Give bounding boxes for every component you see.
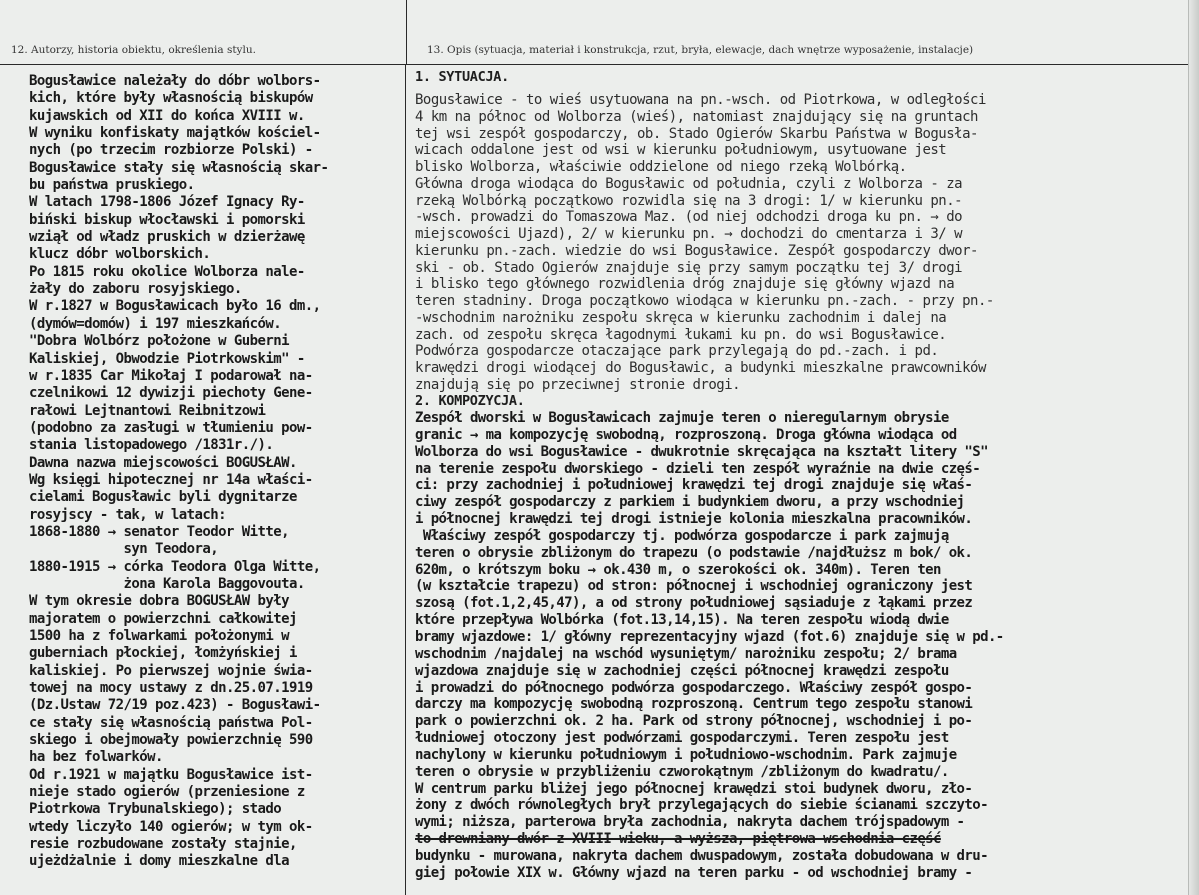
text-line: i prowadzi do północnego podwórza gospodarczego. Właściwy zespół gospo- <box>415 679 973 696</box>
text-line: towej na mocy ustawy z dn.25.07.1919 <box>29 680 313 697</box>
paper-edge <box>1188 0 1199 895</box>
text-line: cielami Bogusławic byli dygnitarze <box>29 489 297 506</box>
text-line: W tym okresie dobra BOGUSŁAW były <box>29 593 289 610</box>
text-line: wschodnim /najdalej na wschód wysuniętym/ narożniku zespołu; 2/ brama <box>415 645 957 662</box>
text-line: żały do zaboru rosyjskiego. <box>29 281 242 298</box>
text-line: i północnej krawędzi tej drogi istnieje kolonia mieszkalna pracowników. <box>415 511 973 528</box>
left-header-label: 12. Autorzy, historia obiektu, określenia stylu. <box>11 44 256 56</box>
text-line: teren stadniny. Droga początkowo wiodąca w kierunku pn.-zach. - przy pn.- <box>415 293 994 309</box>
text-line: żony z dwóch równoległych brył przylegających do siebie ścianami szczyto- <box>415 797 988 814</box>
text-line: czelnikowi 12 dywizji piechoty Gene- <box>29 385 313 402</box>
text-line: rałowi Lejtnantowi Reibnitzowi <box>29 402 266 419</box>
text-line: Właściwy zespół gospodarczy tj. podwórza gospodarcze i park zajmują <box>415 527 949 544</box>
text-line: bu państwa pruskiego. <box>29 177 195 194</box>
text-line: wjazdowa znajduje się w zachodniej części północnej krawędzi zespołu <box>415 662 949 679</box>
text-line: budynku - murowana, nakryta dachem dwuspadowym, została dobudowana w dru- <box>415 847 988 864</box>
text-line: 1868-1880 → senator Teodor Witte, <box>29 523 289 540</box>
text-line: rzeką Wolbórką początkowo rozwidla się na 3 drogi: 1/ w kierunku pn.- <box>415 192 963 209</box>
right-header-cell <box>407 0 1199 65</box>
text-line: ce stały się własnością państwa Pol- <box>29 714 313 731</box>
text-line: kierunku pn.-zach. wiedzie do wsi Bogusławice. Zespół gospodarczy dwor- <box>415 242 978 259</box>
text-line: 620m, o krótszym boku → ok.430 m, o szerokości ok. 340m). Teren ten <box>415 561 941 578</box>
text-line: Piotrkowa Trybunalskiego); stado <box>29 801 282 818</box>
text-line: teren o obrysie w przybliżeniu czworokątnym /zbliżonym do kwadratu/. <box>415 763 949 780</box>
text-line: Po 1815 roku okolice Wolborza nale- <box>29 263 305 280</box>
text-line: wtedy liczyło 140 ogierów; w tym ok- <box>29 818 313 835</box>
text-line: krawędzi drogi wiodącej do Bogusławic, a budynki mieszkalne prawcowników <box>415 360 986 376</box>
description-column <box>407 65 1199 895</box>
text-line: to drewniany dwór z XVIII wieku, a wyższa, piętrowa wschodnia część <box>415 831 941 848</box>
text-line: stania listopadowego /1831r./). <box>29 437 274 454</box>
text-line: które przepływa Wolbórka (fot.13,14,15). Na teren zespołu wiodą dwie <box>415 612 949 629</box>
text-line: Zespół dworski w Bogusławicach zajmuje teren o nieregularnym obrysie <box>415 410 949 426</box>
text-line: ha bez folwarków. <box>29 749 163 766</box>
text-line: Główna droga wiodąca do Bogusławic od południa, czyli z Wolborza - za <box>415 175 963 192</box>
text-line: 1880-1915 → córka Teodora Olga Witte, <box>29 558 321 575</box>
text-line: granic → ma kompozycję swobodną, rozproszoną. Droga główna wiodąca od <box>415 426 957 443</box>
text-line: W latach 1798-1806 Józef Ignacy Ry- <box>29 194 305 211</box>
text-line: Od r.1921 w majątku Bogusławice ist- <box>29 766 313 783</box>
text-line: teren o obrysie zbliżonym do trapezu (o podstawie /najdłuższ m bok/ ok. <box>415 544 973 561</box>
history-text <box>29 73 409 871</box>
text-line: W centrum parku bliżej jego północnej krawędzi stoi budynek dworu, zło- <box>415 780 973 797</box>
text-line: rosyjscy - tak, w latach: <box>29 506 226 523</box>
text-line: Wg księgi hipotecznej nr 14a właści- <box>29 471 313 488</box>
text-line: darczy ma kompozycję swobodną rozproszoną. Centrum tego zespołu stanowi <box>415 696 973 713</box>
text-line: Dawna nazwa miejscowości BOGUSŁAW. <box>29 454 297 471</box>
text-line: W wyniku konfiskaty majątków kościel- <box>29 125 321 142</box>
left-header-cell <box>0 0 407 65</box>
text-line: Wolborza do wsi Bogusławice - dwukrotnie skręcająca na kształt litery "S" <box>415 443 988 460</box>
text-line: (dymów=domów) i 197 mieszkańców. <box>29 315 282 332</box>
text-line: na terenie zespołu dworskiego - dzieli ten zespół wyraźnie na dwie częś- <box>415 460 981 477</box>
text-line: w r.1835 Car Mikołaj I podarował na- <box>29 367 313 384</box>
history-column <box>0 65 406 895</box>
text-line: miejscowości Ujazd), 2/ w kierunku pn. → dochodzi do cmentarza i 3/ w <box>415 226 963 242</box>
text-line: (podobno za zasługi w tłumieniu pow- <box>29 419 313 436</box>
text-line: Bogusławice stały się własnością skar- <box>29 159 329 176</box>
text-line: 4 km na północ od Wolborza (wieś), natomiast znajdujący się na gruntach <box>415 108 978 125</box>
text-line: Kaliskiej, Obwodzie Piotrkowskim" - <box>29 350 305 367</box>
text-line: i blisko tego głównego rozwidlenia dróg znajduje się główny wjazd na <box>415 276 955 293</box>
text-line: nachylony w kierunku południowym i południowo-wschodnim. Park zajmuje <box>415 746 957 763</box>
text-line: ski - ob. Stado Ogierów znajduje się przy samym początku tej 3/ drogi <box>415 259 963 276</box>
text-line: giej połowie XIX w. Główny wjazd na teren parku - od wschodniej bramy - <box>415 864 973 881</box>
text-line: "Dobra Wolbórz położone w Guberni <box>29 333 289 350</box>
composition-text <box>415 410 1195 882</box>
text-line: W r.1827 w Bogusławicach było 16 dm., <box>29 298 321 315</box>
text-line: ci: przy zachodniej i południowej krawędzi tej drogi znajduje się właś- <box>415 477 973 494</box>
section-heading-composition: 2. KOMPOZYCJA. <box>415 393 525 409</box>
text-line: tej wsi zespół gospodarczy, ob. Stado Ogierów Skarbu Państwa w Bogusła- <box>415 125 978 142</box>
text-line: znajdują się po przeciwnej stronie drogi. <box>415 376 741 393</box>
text-line: kaliskiej. Po pierwszej wojnie świa- <box>29 662 313 679</box>
text-line: bramy wjazdowe: 1/ główny reprezentacyjny wjazd (fot.6) znajduje się w pd.- <box>415 628 1004 645</box>
text-line: guberniach płockiej, łomżyńskiej i <box>29 645 297 662</box>
text-line: wziął od władz pruskich w dzierżawę <box>29 229 305 246</box>
text-line: klucz dóbr wolborskich. <box>29 246 211 263</box>
text-line: blisko Wolborza, właściwie oddzielone od niego rzeką Wolbórką. <box>415 159 907 175</box>
text-line: nieje stado ogierów (przeniesione z <box>29 784 305 801</box>
text-line: majoratem o powierzchni całkowitej <box>29 610 297 627</box>
text-line: szosą (fot.1,2,45,47), a od strony południowej sąsiaduje z łąkami przez <box>415 595 973 612</box>
text-line: kich, które były własnością biskupów <box>29 90 313 107</box>
text-line: biński biskup włocławski i pomorski <box>29 211 305 228</box>
text-line: łudniowej otoczony jest podwórzami gospodarczymi. Teren zespołu jest <box>415 730 949 747</box>
text-line: kujawskich od XII do końca XVIII w. <box>29 107 305 124</box>
text-line: -wschodnim narożniku zespołu skręca w kierunku zachodnim i dalej na <box>415 309 947 326</box>
text-line: żona Karola Baggovouta. <box>29 575 305 592</box>
text-line: (Dz.Ustaw 72/19 poz.423) - Bogusławi- <box>29 697 321 714</box>
text-line: (w kształcie trapezu) od stron: północnej i wschodniej ograniczony jest <box>415 578 973 595</box>
text-line: ujeżdżalnie i domy mieszkalne dla <box>29 853 289 870</box>
text-line: resie rozbudowane zostały stajnie, <box>29 836 297 853</box>
section-heading-situation: 1. SYTUACJA. <box>415 69 509 85</box>
text-line: ciwy zespół gospodarczy z parkiem i budynkiem dworu, a przy wschodniej <box>415 494 965 511</box>
text-line: zach. od zespołu skręca łagodnymi łukami ku pn. do wsi Bogusławice. <box>415 326 947 343</box>
text-line: -wsch. prowadzi do Tomaszowa Maz. (od niej odchodzi droga ku pn. → do <box>415 209 963 226</box>
text-line: 1500 ha z folwarkami położonymi w <box>29 628 289 644</box>
text-line: wicach oddalone jest od wsi w kierunku południowym, usytuowane jest <box>415 142 947 159</box>
text-line: skiego i obejmowały powierzchnię 590 <box>29 732 313 749</box>
text-line: park o powierzchni ok. 2 ha. Park od strony północnej, wschodniej i po- <box>415 713 973 730</box>
right-header-label: 13. Opis (sytuacja, materiał i konstrukcja, rzut, bryła, elewacje, dach wnętrze wyposażenie, instalacje) <box>427 44 974 56</box>
text-line: wymi; niższa, parterowa bryła zachodnia, nakryta dachem trójspadowym - <box>415 814 965 831</box>
text-line: syn Teodora, <box>29 541 219 558</box>
situation-text <box>415 92 1195 394</box>
text-line: Podwórza gospodarcze otaczające park przylegają do pd.-zach. i pd. <box>415 343 939 360</box>
text-line: Bogusławice - to wieś usytuowana na pn.-wsch. od Piotrkowa, w odległości <box>415 92 986 108</box>
text-line: Bogusławice należały do dóbr wolbors- <box>29 73 321 89</box>
text-line: nych (po trzecim rozbiorze Polski) - <box>29 142 313 159</box>
